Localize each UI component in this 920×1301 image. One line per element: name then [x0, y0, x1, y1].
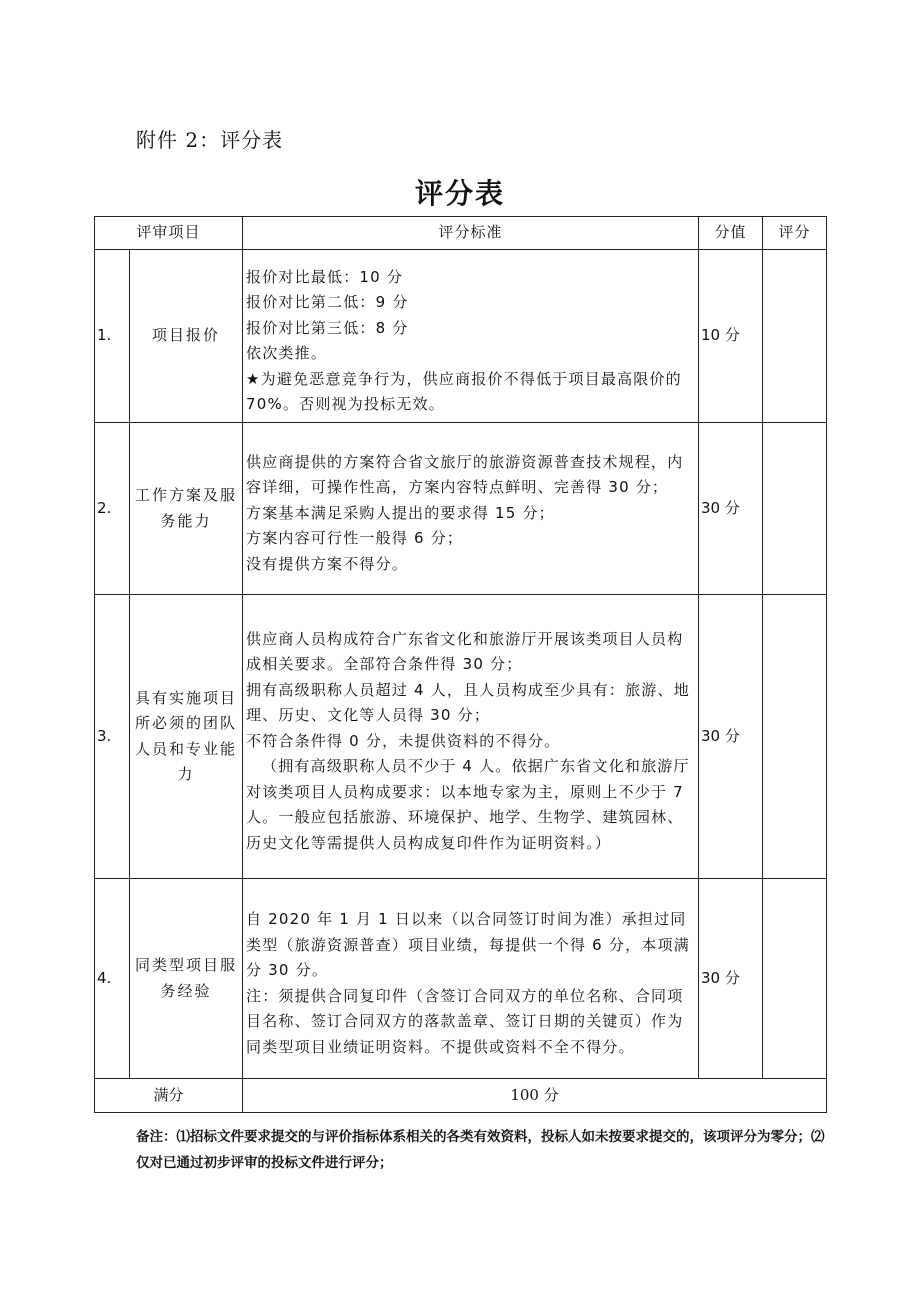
row-value: 30 分: [699, 595, 763, 879]
row-score-cell: [763, 595, 827, 879]
row-item: 同类型项目服务经验: [130, 879, 243, 1079]
criteria-line: 供应商人员构成符合广东省文化和旅游厅开展该类项目人员构成相关要求。全部符合条件得 30 分；: [246, 629, 684, 674]
header-score: 评分: [763, 217, 827, 250]
criteria-line: 供应商提供的方案符合省文旅厅的旅游资源普查技术规程，内容详细，可操作性高，方案内容特点鲜明、完善得 30 分；: [246, 452, 684, 497]
row-criteria: [243, 250, 699, 423]
row-score-cell: [763, 879, 827, 1079]
total-row: [95, 1079, 827, 1113]
criteria-line: 注：须提供合同复印件（含签订合同双方的单位名称、合同项目名称、签订合同双方的落款盖章、签订日期的关键页）作为同类型项目业绩证明资料。不提供或资料不全不得分。: [246, 986, 684, 1056]
row-value: 30 分: [699, 423, 763, 595]
criteria-line: 方案基本满足采购人提出的要求得 15 分；: [246, 503, 555, 522]
table-row: [95, 250, 827, 423]
row-criteria: [243, 595, 699, 879]
total-value: 100 分: [243, 1079, 827, 1113]
footnote: 备注：⑴招标文件要求提交的与评价指标体系相关的各类有效资料，投标人如未按要求提交的，该项评分为零分；⑵仅对已通过初步评审的投标文件进行评分；: [136, 1129, 825, 1171]
scoring-table: [94, 216, 827, 1113]
header-criteria: 评分标准: [243, 217, 699, 250]
table-row: [95, 423, 827, 595]
criteria-line: 自 2020 年 1 月 1 日以来（以合同签订时间为准）承担过同类型（旅游资源普查）项目业绩，每提供一个得 6 分，本项满分 30 分。: [246, 910, 690, 979]
row-item: 具有实施项目所必须的团队人员和专业能力: [130, 595, 243, 879]
row-value: 10 分: [699, 250, 763, 423]
row-item: 项目报价: [130, 250, 243, 423]
header-item: 评审项目: [95, 217, 243, 250]
header-value: 分值: [699, 217, 763, 250]
criteria-line: 报价对比第二低：9 分: [246, 293, 409, 311]
row-number: 3.: [95, 595, 130, 879]
table-header-row: [95, 217, 827, 250]
row-criteria: [243, 423, 699, 595]
table-row: [95, 879, 827, 1079]
row-item: 工作方案及服务能力: [130, 423, 243, 595]
criteria-line: 拥有高级职称人员超过 4 人，且人员构成至少具有：旅游、地理、历史、文化等人员得 30 分；: [246, 680, 690, 725]
page-title: 评分表: [414, 177, 505, 210]
row-criteria: [243, 879, 699, 1079]
criteria-line: 报价对比最低：10 分: [246, 267, 404, 286]
attachment-label: 附件 2：评分表: [136, 128, 284, 152]
criteria-line: ★为避免恶意竞争行为，供应商报价不得低于项目最高限价的 70%。否则视为投标无效。: [246, 369, 682, 413]
criteria-line: 报价对比第三低：8 分: [246, 318, 409, 337]
row-value: 30 分: [699, 879, 763, 1079]
row-number: 1.: [95, 250, 130, 423]
row-score-cell: [763, 423, 827, 595]
criteria-line: 依次类推。: [246, 344, 328, 362]
criteria-line: 方案内容可行性一般得 6 分；: [246, 529, 464, 548]
criteria-line: 没有提供方案不得分。: [246, 554, 409, 573]
criteria-line: 不符合条件得 0 分，未提供资料的不得分。: [246, 731, 561, 750]
criteria-line: （拥有高级职称人员不少于 4 人。依据广东省文化和旅游厅对该类项目人员构成要求：以本地专家为主，原则上不少于 7 人。一般应包括旅游、环境保护、地学、生物学、建筑园林、历史文化等需提供人员构成复印件作为证明资料。）: [246, 757, 690, 852]
row-number: 2.: [95, 423, 130, 595]
total-label: 满分: [95, 1079, 243, 1113]
row-score-cell: [763, 250, 827, 423]
row-number: 4.: [95, 879, 130, 1079]
table-row: [95, 595, 827, 879]
